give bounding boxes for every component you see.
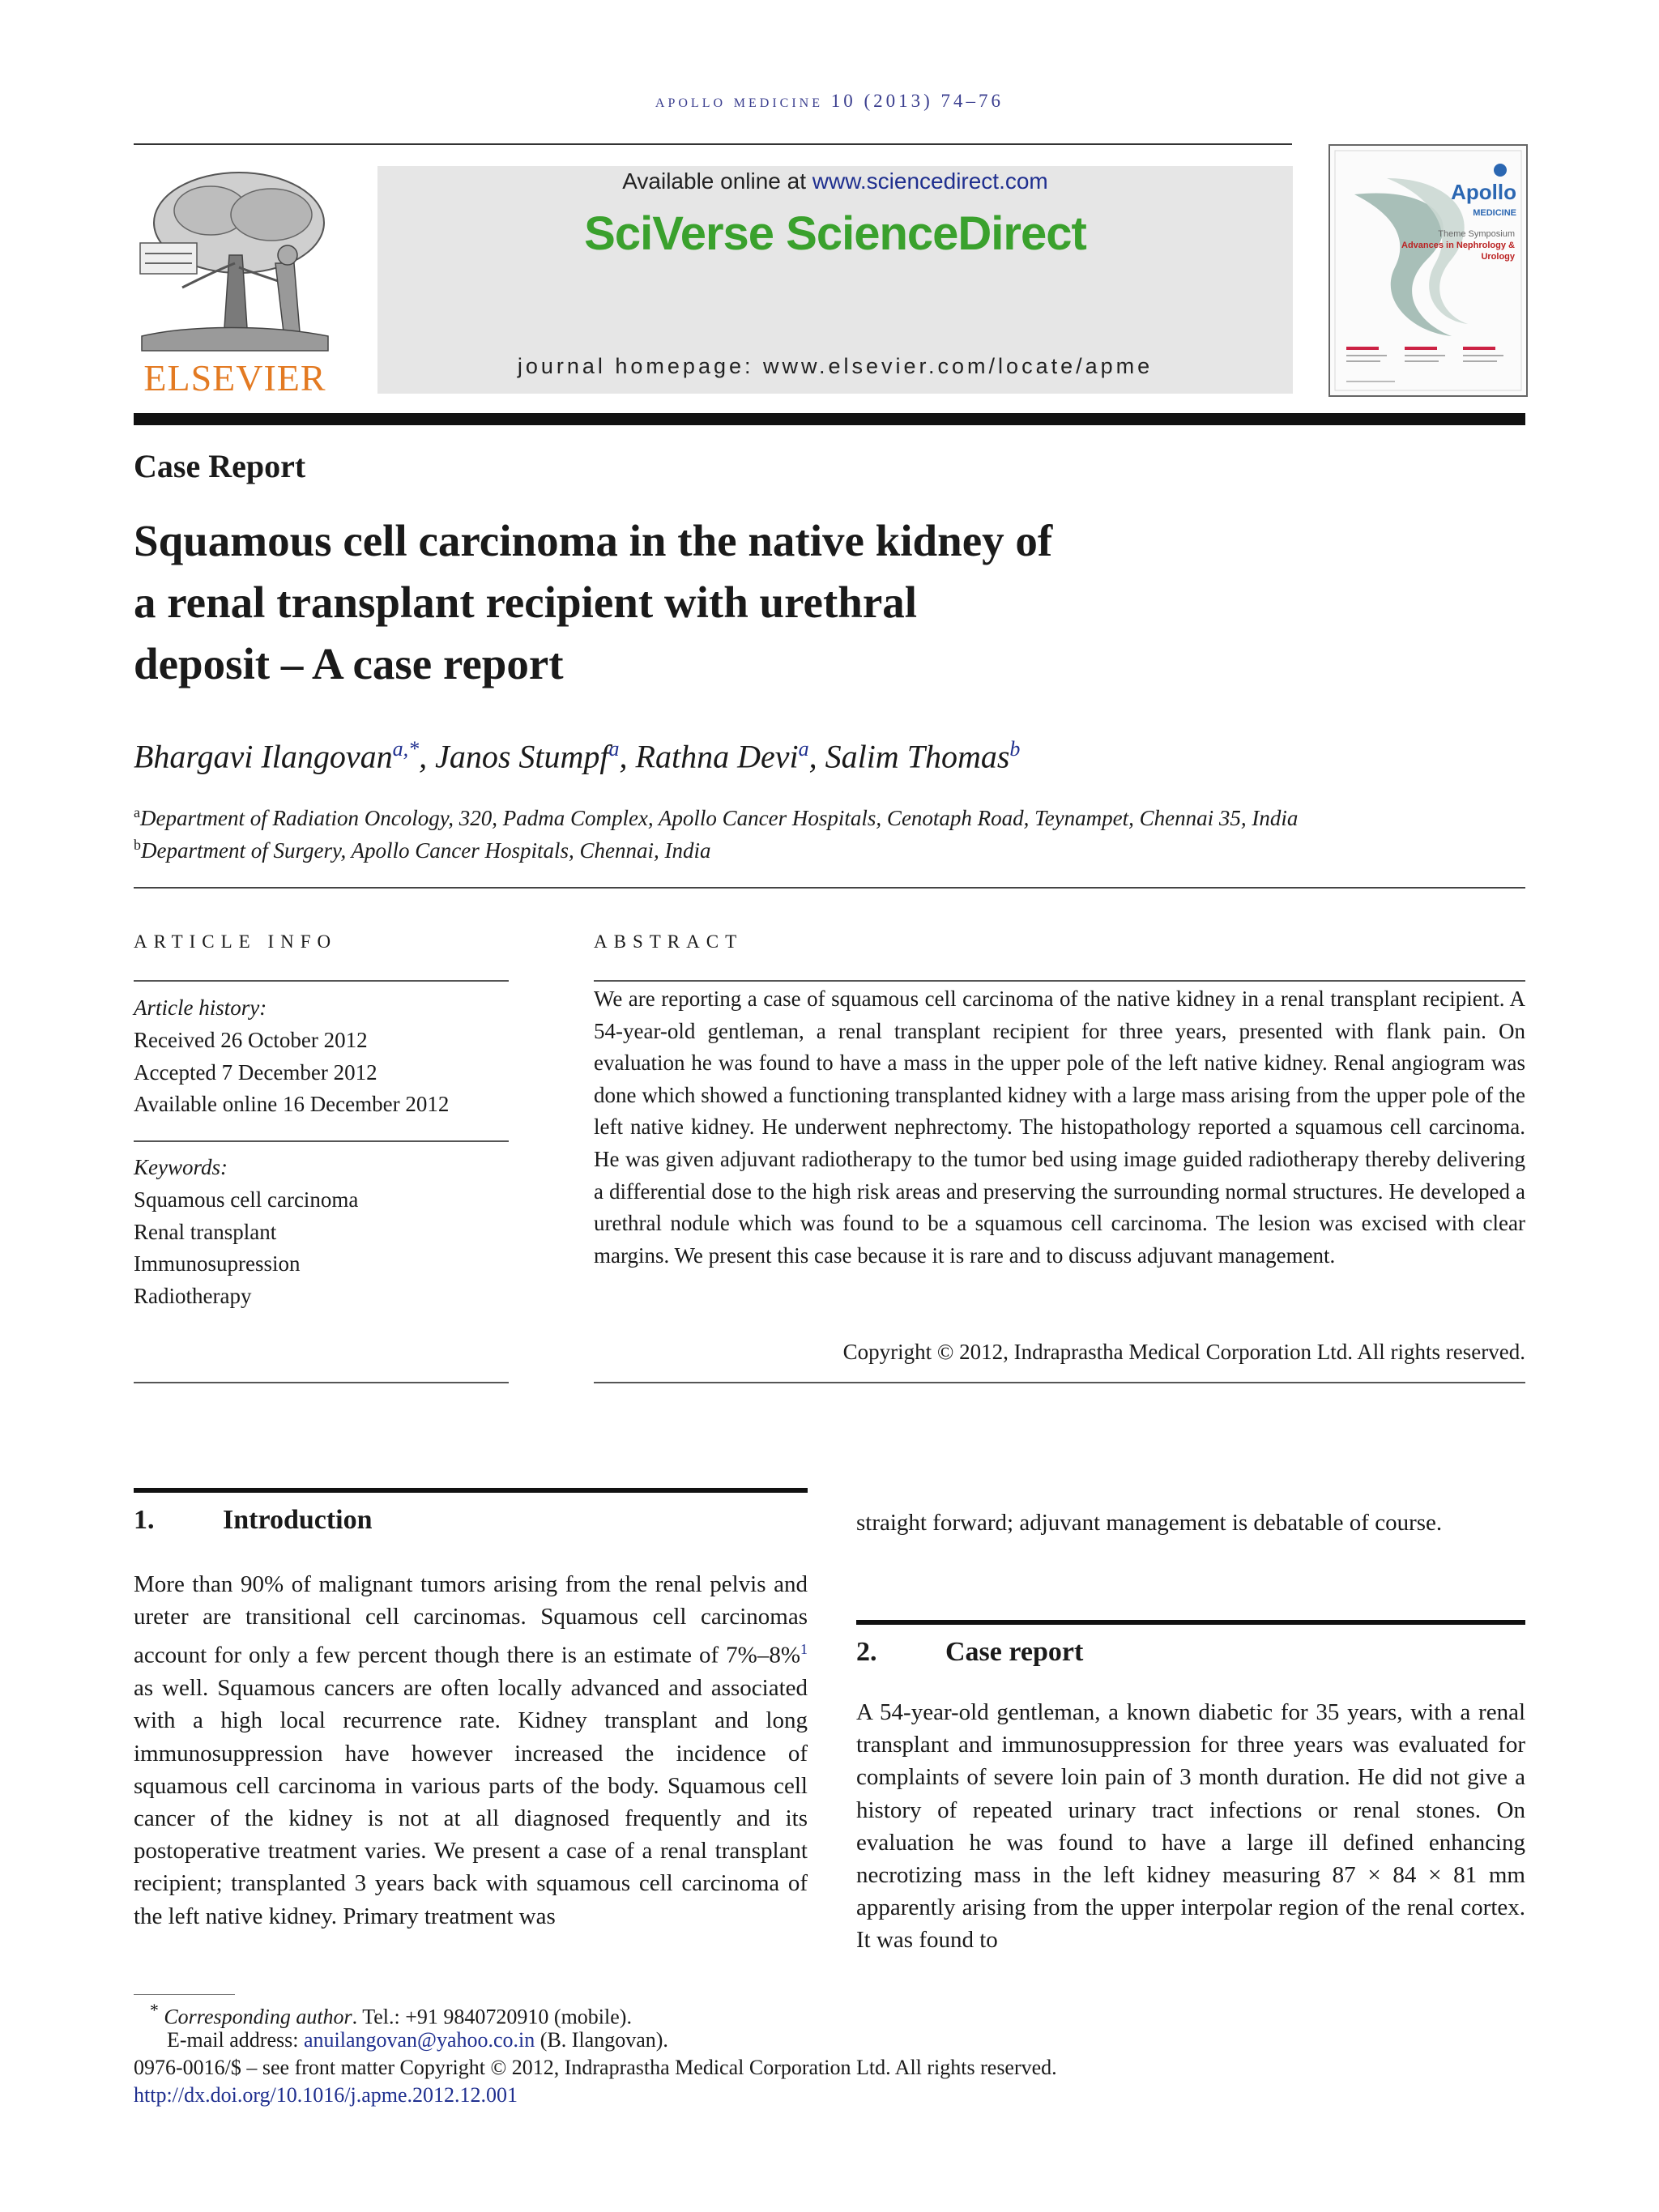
keyword: Immunosupression [134,1251,301,1276]
journal-cover-thumbnail [1328,144,1528,397]
article-type-label: Case Report [134,448,306,484]
affiliation-mark: b [134,837,141,853]
intro-section-heading [134,1505,808,1541]
accepted-date: Accepted 7 December 2012 [134,1060,377,1085]
affiliation-b [134,837,710,863]
cover-brand-medicine: MEDICINE [1473,208,1516,218]
intro-section-rule [134,1488,808,1493]
author-affiliation-mark[interactable]: a [608,737,620,761]
author-list: Bhargavi Ilangovan$^{a,*}$, Janos Stumpf$^a$, Rathna Devi$^a$, Salim Thomas$^b$ [134,737,1021,775]
article-history-label: Article history: [134,995,267,1020]
case-section-heading [856,1637,1525,1673]
header-rule [134,143,1292,145]
elsevier-wordmark: ELSEVIER [143,357,326,399]
abstract-top-rule [594,980,1525,982]
intro-text-b: as well. Squamous cancers are often locally advanced and associated with a high local recurrence rate. Kidney transplant and long immunosuppression have however increased the incidence of squamous cell carcinoma in various parts of the body. Squamous cell cancer of the kidney is not at all diagnosed frequently and its postoperative treatment varies. We present a case of a renal transplant recipient; transplanted 3 years back with squamous cell carcinoma of the left native kidney. Primary treatment was [134,1675,808,1929]
intro-continued-paragraph: straight forward; adjuvant management is debatable of course. [856,1510,1443,1536]
author-name: Bhargavi Ilangovan [134,738,393,775]
article-info-rule [134,980,509,982]
section-title: Case report [945,1637,1084,1667]
abstract-bottom-rule [594,1382,1525,1383]
section-title: Introduction [223,1505,373,1535]
email-suffix: (B. Ilangovan). [535,2028,668,2052]
abstract-heading: ABSTRACT [594,931,744,952]
corresponding-author-note [150,2001,632,2030]
author-name: Rathna Devi [635,738,799,775]
author-name: Janos Stumpf [435,738,609,775]
author-name: Salim Thomas [825,738,1010,775]
affiliation-text: Department of Surgery, Apollo Cancer Hospitals, Chennai, India [141,838,711,863]
abstract-text: We are reporting a case of squamous cell carcinoma of the native kidney in a renal transplant recipient. A 54-year-old gentleman, a renal transplant recipient for three years, presented with flank pain. On evaluation he was found to have a mass in the upper pole of the left native kidney. Renal angiogram was done which showed a functioning transplanted kidney with a large mass arising from the upper pole of the left native kidney. He underwent nephrectomy. The histopathology reported a squamous cell carcinoma. He was given adjuvant radiotherapy to the tumor bed using image guided radiotherapy thereby delivering a differential dose to the high risk areas and preserving the surrounding normal structures. He developed a urethral nodule which was found to be a squamous cell carcinoma. The lesion was excised with clear margins. We present this case because it is rare and to discuss adjuvant management. [594,987,1525,1268]
affiliation-divider [134,887,1525,889]
reference-link[interactable]: 1 [800,1641,808,1658]
intro-text-a: More than 90% of malignant tumors arising from the renal pelvis and ureter are transitional cell carcinomas. Squamous cell carcinomas account for only a few percent though there is an estimate of 7%–8% [134,1571,808,1669]
keywords-label: Keywords: [134,1155,228,1179]
email-link[interactable]: anuilangovan@yahoo.co.in [303,2028,535,2052]
masthead-thick-rule [134,413,1525,425]
footnote-mark: * [150,2001,159,2020]
running-head: apollo medicine 10 (2013) 74–76 [655,91,1004,111]
section-number: 1. [134,1505,155,1535]
cover-theme-line: Theme Symposium [1438,229,1515,239]
received-date: Received 26 October 2012 [134,1028,368,1052]
author-affiliation-mark[interactable]: b [1009,737,1021,761]
author-affiliation-mark[interactable]: a [798,737,809,761]
issn-copyright-line: 0976-0016/$ – see front matter Copyright © 2012, Indraprastha Medical Corporation Ltd. All rights reserved. [134,2056,1057,2079]
article-info-heading: ARTICLE INFO [134,931,338,952]
cover-theme-title-1: Advances in Nephrology & [1401,241,1515,250]
doi-link[interactable]: http://dx.doi.org/10.1016/j.apme.2012.12.001 [134,2083,518,2107]
email-note [167,2028,668,2052]
case-paragraph: A 54-year-old gentleman, a known diabetic for 35 years, with a renal transplant and immunosuppression for three years was evaluated for complaints of severe loin pain of 3 month duration. He did not give a history of repeated urinary tract infections or renal stones. On evaluation he was found to have a large ill defined enhancing necrotizing mass in the left kidney measuring 87 × 84 × 81 mm apparently arising from the upper interpolar region of the renal cortex. It was found to [856,1699,1525,1954]
sciverse-sciencedirect-brand: SciVerse ScienceDirect [584,207,1086,260]
abstract-copyright: Copyright © 2012, Indraprastha Medical Corporation Ltd. All rights reserved. [842,1340,1525,1364]
author-affiliation-mark[interactable]: a,* [392,737,420,761]
email-label: E-mail address: [167,2028,304,2052]
article-title-line: Squamous cell carcinoma in the native kidney of [134,516,1053,565]
keyword: Renal transplant [134,1220,277,1244]
article-title [134,510,1349,695]
cover-brand-apollo: Apollo [1451,180,1516,204]
cover-theme-title-2: Urology [1481,252,1515,262]
section-number: 2. [856,1637,877,1667]
keyword: Radiotherapy [134,1284,252,1308]
available-online-date: Available online 16 December 2012 [134,1092,450,1116]
sciencedirect-link[interactable]: www.sciencedirect.com [812,168,1048,194]
corresponding-label: Corresponding author [164,2005,352,2029]
journal-homepage-link[interactable]: journal homepage: www.elsevier.com/locate/apme [517,354,1154,378]
elsevier-tree-logo [134,166,336,356]
affiliation-mark: a [134,804,140,820]
footnote-rule [134,1994,235,1995]
available-online-prefix: Available online at [622,168,812,194]
keywords-rule [134,1140,509,1142]
available-online-line [377,168,1293,194]
case-section-rule [856,1620,1525,1625]
keyword: Squamous cell carcinoma [134,1187,359,1212]
corresponding-phone: . Tel.: +91 9840720910 (mobile). [352,2005,632,2029]
article-title-line: deposit – A case report [134,639,564,688]
article-info-bottom-rule [134,1382,509,1383]
affiliation-a [134,804,1298,831]
intro-paragraph [134,1568,808,1933]
affiliation-text: Department of Radiation Oncology, 320, Padma Complex, Apollo Cancer Hospitals, Cenotaph Road, Teynampet, Chennai 35, India [140,806,1299,830]
article-title-line: a renal transplant recipient with urethral [134,578,918,627]
